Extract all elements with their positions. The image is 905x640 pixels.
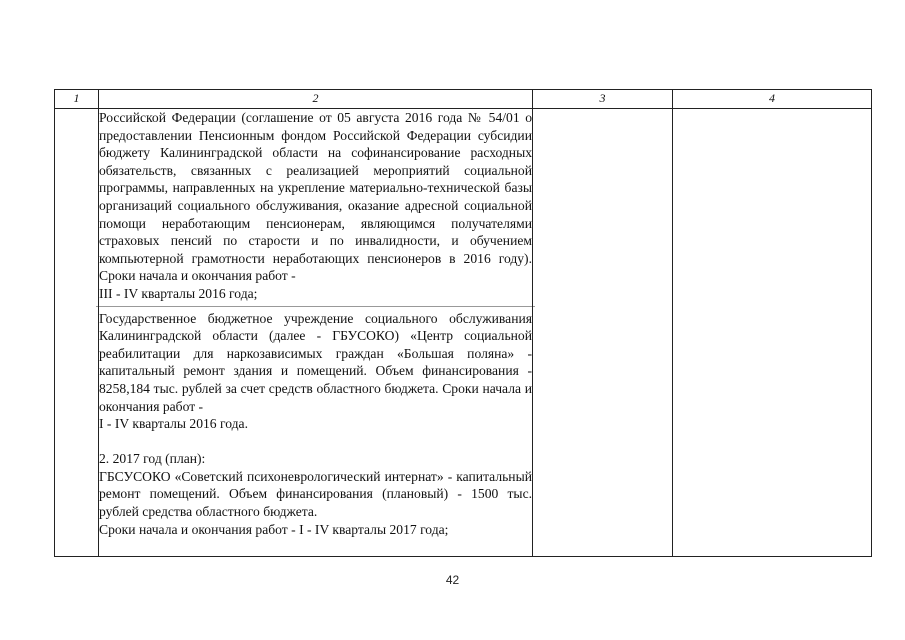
paragraph-gbusoko: Государственное бюджетное учреждение социального обслуживания Калининградской области (далее - ГБУСОКО) «Центр социальной реабилитации для наркозависимых граждан «Большая поляна» - капитальный ремонт здания и помещений. Объем финансирования - 8258,184 тыс. рублей за счет средств областного бюджета. Сроки начала и окончания работ - (99, 310, 532, 414)
cell-divider (96, 306, 535, 307)
paragraph-sovetsk-internat: ГБСУСОКО «Советский психоневрологический интернат» - капитальный ремонт помещений. Объем финансирования (плановый) - 1500 тыс. рублей средства областного бюджета. (99, 468, 532, 520)
blank-line (99, 433, 532, 451)
document-table (54, 89, 872, 557)
cell-col-4 (673, 109, 872, 557)
cell-col-1 (55, 109, 99, 557)
paragraph-sovetsk-deadline: Сроки начала и окончания работ - I - IV кварталы 2017 года; (99, 521, 449, 537)
paragraph-agreement: Российской Федерации (соглашение от 05 августа 2016 года № 54/01 о предоставлении Пенсионным фондом Российской Федерации субсидии бюджету Калининградской области на софинансирование расходных обязательств, связанных с реализацией мероприятий социальной программы, направленных на укрепление материально-технической базы организаций социального обслуживания, оказание адресной социальной помощи неработающим пенсионерам, являющимся получателями страховых пенсий по старости и по инвалидности, и обучением компьютерной грамотности неработающих пенсионеров в 2016 году). Сроки начала и окончания работ - (99, 110, 532, 284)
table-header-row (55, 90, 872, 109)
column-header-1: 1 (55, 90, 99, 109)
paragraph-agreement-deadline: III - IV кварталы 2016 года; (99, 285, 258, 301)
page-number: 42 (445, 573, 460, 587)
column-header-2: 2 (99, 90, 533, 109)
heading-2017-plan: 2. 2017 год (план): (99, 451, 206, 467)
column-header-4: 4 (673, 90, 872, 109)
cell-col-3 (533, 109, 673, 557)
column-header-3: 3 (533, 90, 673, 109)
table-row (55, 109, 872, 557)
paragraph-gbusoko-deadline: I - IV кварталы 2016 года. (99, 416, 248, 432)
cell-col-2 (99, 109, 533, 557)
